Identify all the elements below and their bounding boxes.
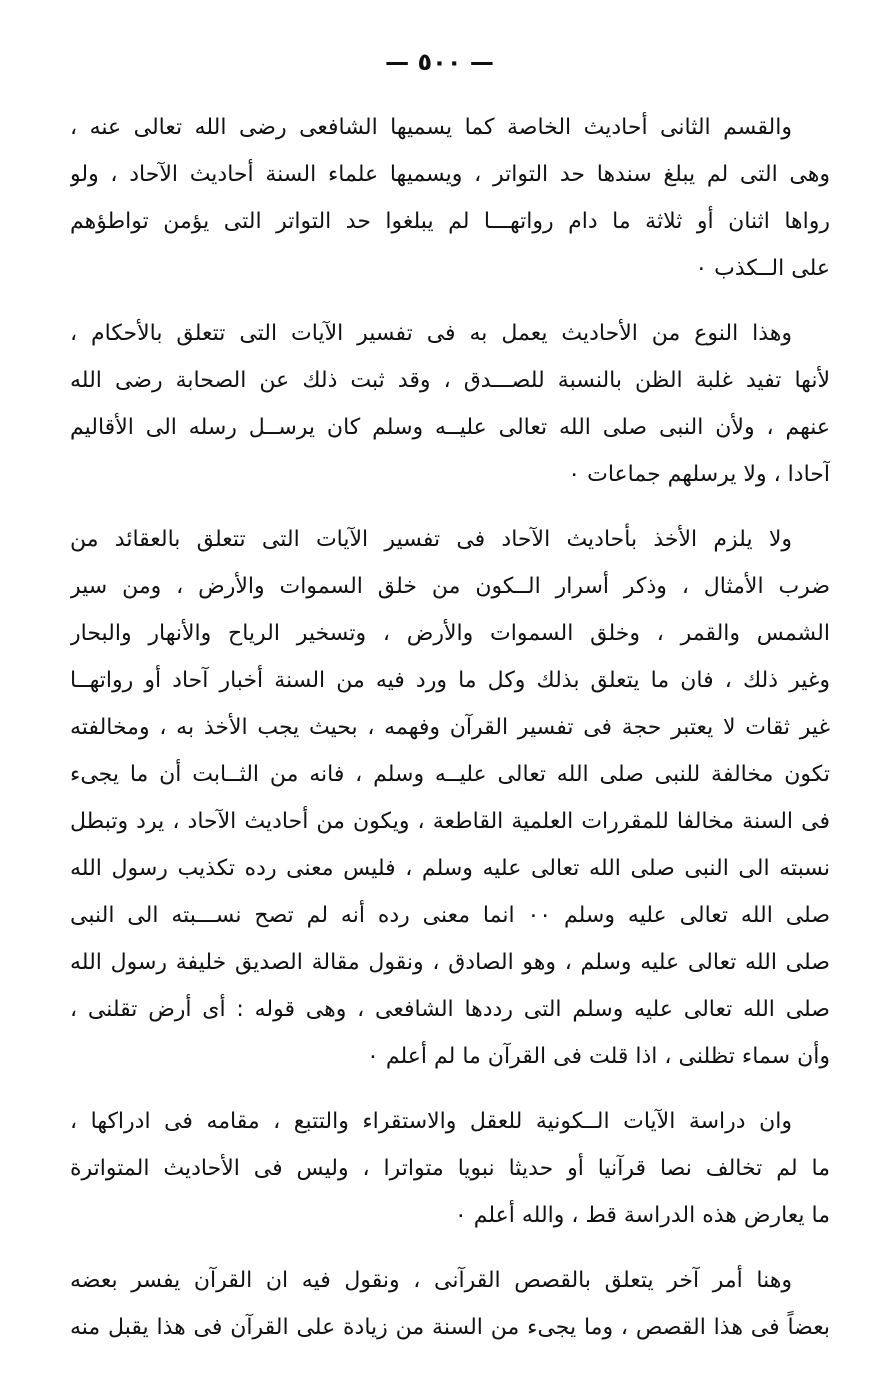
text-line: لأنها تفيد غلبة الظن بالنسبة للصـــدق ، وقد ثبت ذلك عن الصحابة رضى الله — [70, 368, 830, 393]
page-body — [70, 104, 830, 1369]
text-line: تكون مخالفة للنبى صلى الله تعالى عليــه وسلم ، فانه من الثــابت أن ما يجىء — [70, 762, 830, 787]
text-line: الشمس والقمر ، وخلق السموات والأرض ، وتسخير الرياح والأنهار والبحار — [70, 621, 830, 646]
text-line: على الــكذب ٠ — [695, 256, 830, 281]
text-line: صلى الله تعالى عليه وسلم التى رددها الشافعى ، وهى قوله : أى أرض تقلنى ، — [70, 997, 830, 1022]
text-line: بعضاً فى هذا القصص ، وما يجىء من السنة من زيادة على القرآن فى هذا يقبل منه — [70, 1315, 830, 1340]
page-number: — ٥٠٠ — — [385, 48, 494, 76]
text-line: آحادا ، ولا يرسلهم جماعات ٠ — [568, 462, 830, 487]
text-line: وان دراسة الآيات الــكونية للعقل والاستقراء والتتبع ، مقامه فى ادراكها ، — [70, 1109, 792, 1134]
text-line: وهنا أمر آخر يتعلق بالقصص القرآنى ، ونقول فيه ان القرآن يفسر بعضه — [70, 1268, 792, 1293]
text-line: ما لم تخالف نصا قرآنيا أو حديثا نبويا متواترا ، وليس فى الأحاديث المتواترة — [70, 1156, 830, 1181]
text-line: وهى التى لم يبلغ سندها حد التواتر ، ويسميها علماء السنة أحاديث الآحاد ، ولو — [70, 162, 830, 187]
paragraph-1 — [70, 104, 830, 292]
paragraph-2 — [70, 310, 830, 498]
text-line: رواها اثنان أو ثلاثة ما دام رواتهـــا لم يبلغوا حد التواتر التى يؤمن تواطؤهم — [70, 209, 830, 234]
text-line: نسبته الى النبى صلى الله تعالى عليه وسلم ، فليس معنى رده تكذيب رسول الله — [70, 856, 830, 881]
text-line: وهذا النوع من الأحاديث يعمل به فى تفسير الآيات التى تتعلق بالأحكام ، — [70, 321, 792, 346]
text-line: ولا يلزم الأخذ بأحاديث الآحاد فى تفسير الآيات التى تتعلق بالعقائد من — [70, 527, 792, 552]
paragraph-4 — [70, 1098, 830, 1239]
text-line: وغير ذلك ، فان ما يتعلق بذلك وكل ما ورد فيه من السنة أخبار آحاد أو رواتهــا — [70, 668, 830, 693]
text-line: صلى الله تعالى عليه وسلم ، وهو الصادق ، ونقول مقالة الصديق خليفة رسول الله — [70, 950, 830, 975]
text-line: غير ثقات لا يعتبر حجة فى تفسير القرآن وفهمه ، بحيث يجب الأخذ به ، ومخالفته — [70, 715, 830, 740]
text-line: ضرب الأمثال ، وذكر أسرار الــكون من خلق السموات والأرض ، ومن سير — [70, 574, 830, 599]
text-line: وأن سماء تظلنى ، اذا قلت فى القرآن ما لم أعلم ٠ — [367, 1044, 830, 1069]
text-line: عنهم ، ولأن النبى صلى الله تعالى عليــه وسلم كان يرســل رسله الى الأقاليم — [70, 415, 830, 440]
text-line: صلى الله تعالى عليه وسلم ٠٠ انما معنى رده أنه لم تصح نســـبته الى النبى — [70, 903, 830, 928]
text-line: ما يعارض هذه الدراسة قط ، والله أعلم ٠ — [454, 1203, 830, 1228]
text-line: فى السنة مخالفا للمقررات العلمية القاطعة ، ويكون من أحاديث الآحاد ، يرد وتبطل — [70, 809, 830, 834]
text-line: والقسم الثانى أحاديث الخاصة كما يسميها الشافعى رضى الله تعالى عنه ، — [70, 115, 792, 140]
paragraph-5 — [70, 1257, 830, 1351]
paragraph-3 — [70, 516, 830, 1080]
